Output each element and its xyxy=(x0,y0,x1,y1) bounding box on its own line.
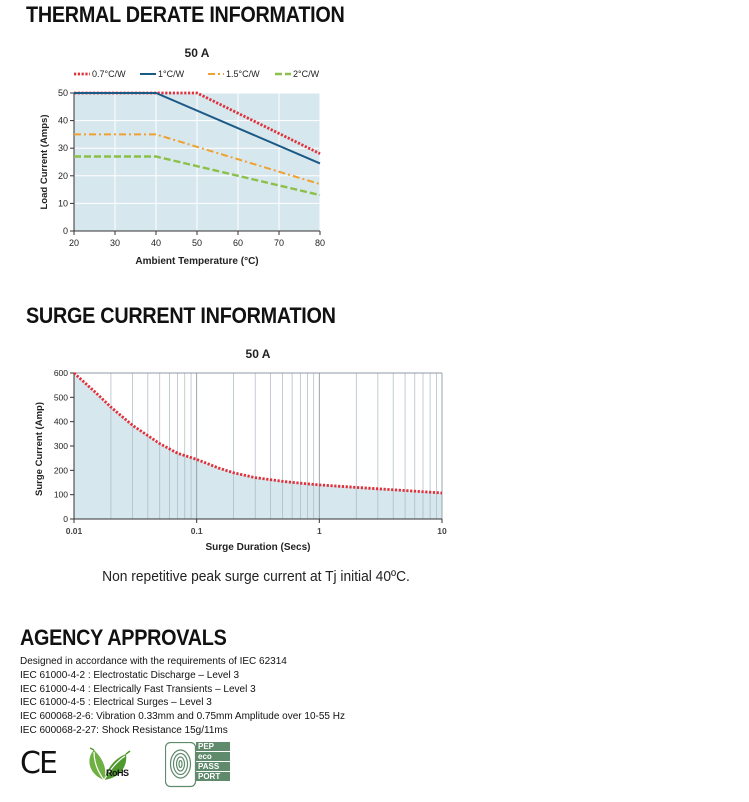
y-tick-label: 0 xyxy=(63,514,68,524)
requirement-item: IEC 61000-4-2 : Electrostatic Discharge – Level 3 xyxy=(20,669,239,681)
x-tick-label: 20 xyxy=(68,238,80,248)
y-tick-label: 50 xyxy=(57,88,68,98)
requirement-item: IEC 600068-2-6: Vibration 0.33mm and 0.75mm Amplitude over 10-55 Hz xyxy=(20,711,345,723)
y-tick-label: 20 xyxy=(57,170,68,181)
x-axis-label: Ambient Temperature (°C) xyxy=(135,256,259,267)
requirements-list xyxy=(20,655,345,738)
agency-approvals-heading: AGENCY APPROVALS xyxy=(20,625,227,650)
x-tick-label: 0.01 xyxy=(65,526,83,536)
x-tick-label: 0.1 xyxy=(190,526,203,536)
pep-word: PORT xyxy=(196,772,230,781)
x-tick-label: 1 xyxy=(316,526,322,536)
x-tick-label: 70 xyxy=(273,238,285,248)
rohs-leaf-icon xyxy=(80,744,152,784)
y-tick-label: 300 xyxy=(53,441,68,451)
requirement-item: IEC 600068-2-27: Shock Resistance 15g/11ms xyxy=(20,724,228,736)
x-tick-label: 10 xyxy=(437,526,447,536)
y-tick-label: 100 xyxy=(53,489,68,500)
legend-label: 1.5°C/W xyxy=(226,69,260,79)
y-tick-label: 200 xyxy=(53,465,68,476)
y-tick-label: 500 xyxy=(53,392,68,403)
x-tick-label: 50 xyxy=(191,238,203,248)
y-tick-label: 0 xyxy=(62,226,68,236)
requirement-item: IEC 61000-4-4 : Electrically Fast Transients – Level 3 xyxy=(20,683,256,695)
y-tick-label: 400 xyxy=(53,416,68,427)
x-tick-label: 40 xyxy=(150,238,162,248)
y-tick-label: 10 xyxy=(57,198,68,209)
certification-logos xyxy=(20,742,280,788)
y-axis-label: Surge Current (Amp) xyxy=(34,402,45,496)
x-axis-label: Surge Duration (Secs) xyxy=(205,542,311,553)
surge-note: Non repetitive peak surge current at Tj initial 40ºC. xyxy=(102,568,410,585)
legend-label: 2°C/W xyxy=(293,69,320,79)
surge-current-chart xyxy=(0,334,470,559)
y-axis-label: Load Current (Amps) xyxy=(39,114,50,210)
thermal-derate-chart xyxy=(0,30,360,280)
chart-title: 50 A xyxy=(184,46,210,60)
y-tick-label: 30 xyxy=(57,143,68,154)
y-tick-label: 40 xyxy=(57,115,68,126)
x-tick-label: 60 xyxy=(232,238,244,248)
pep-word: eco xyxy=(196,752,230,761)
thermal-derate-heading: THERMAL DERATE INFORMATION xyxy=(26,2,345,27)
area-under-curve xyxy=(74,373,442,519)
chart-title: 50 A xyxy=(245,347,271,361)
pep-word: PASS xyxy=(196,762,230,771)
requirement-item: IEC 61000-4-5 : Electrical Surges – Level 3 xyxy=(20,697,212,709)
x-tick-label: 30 xyxy=(109,238,121,248)
pep-word: PEP xyxy=(196,742,230,751)
y-tick-label: 600 xyxy=(53,368,68,378)
surge-current-heading: SURGE CURRENT INFORMATION xyxy=(26,303,336,328)
requirement-item: Designed in accordance with the requirements of IEC 62314 xyxy=(20,656,287,667)
x-tick-label: 80 xyxy=(314,238,326,248)
legend-label: 0.7°C/W xyxy=(92,69,126,79)
rohs-logo: RoHS xyxy=(106,768,129,778)
legend-label: 1°C/W xyxy=(158,69,185,79)
pep-ecopassport-logo xyxy=(196,742,230,782)
ce-mark-logo: CE xyxy=(20,746,56,781)
